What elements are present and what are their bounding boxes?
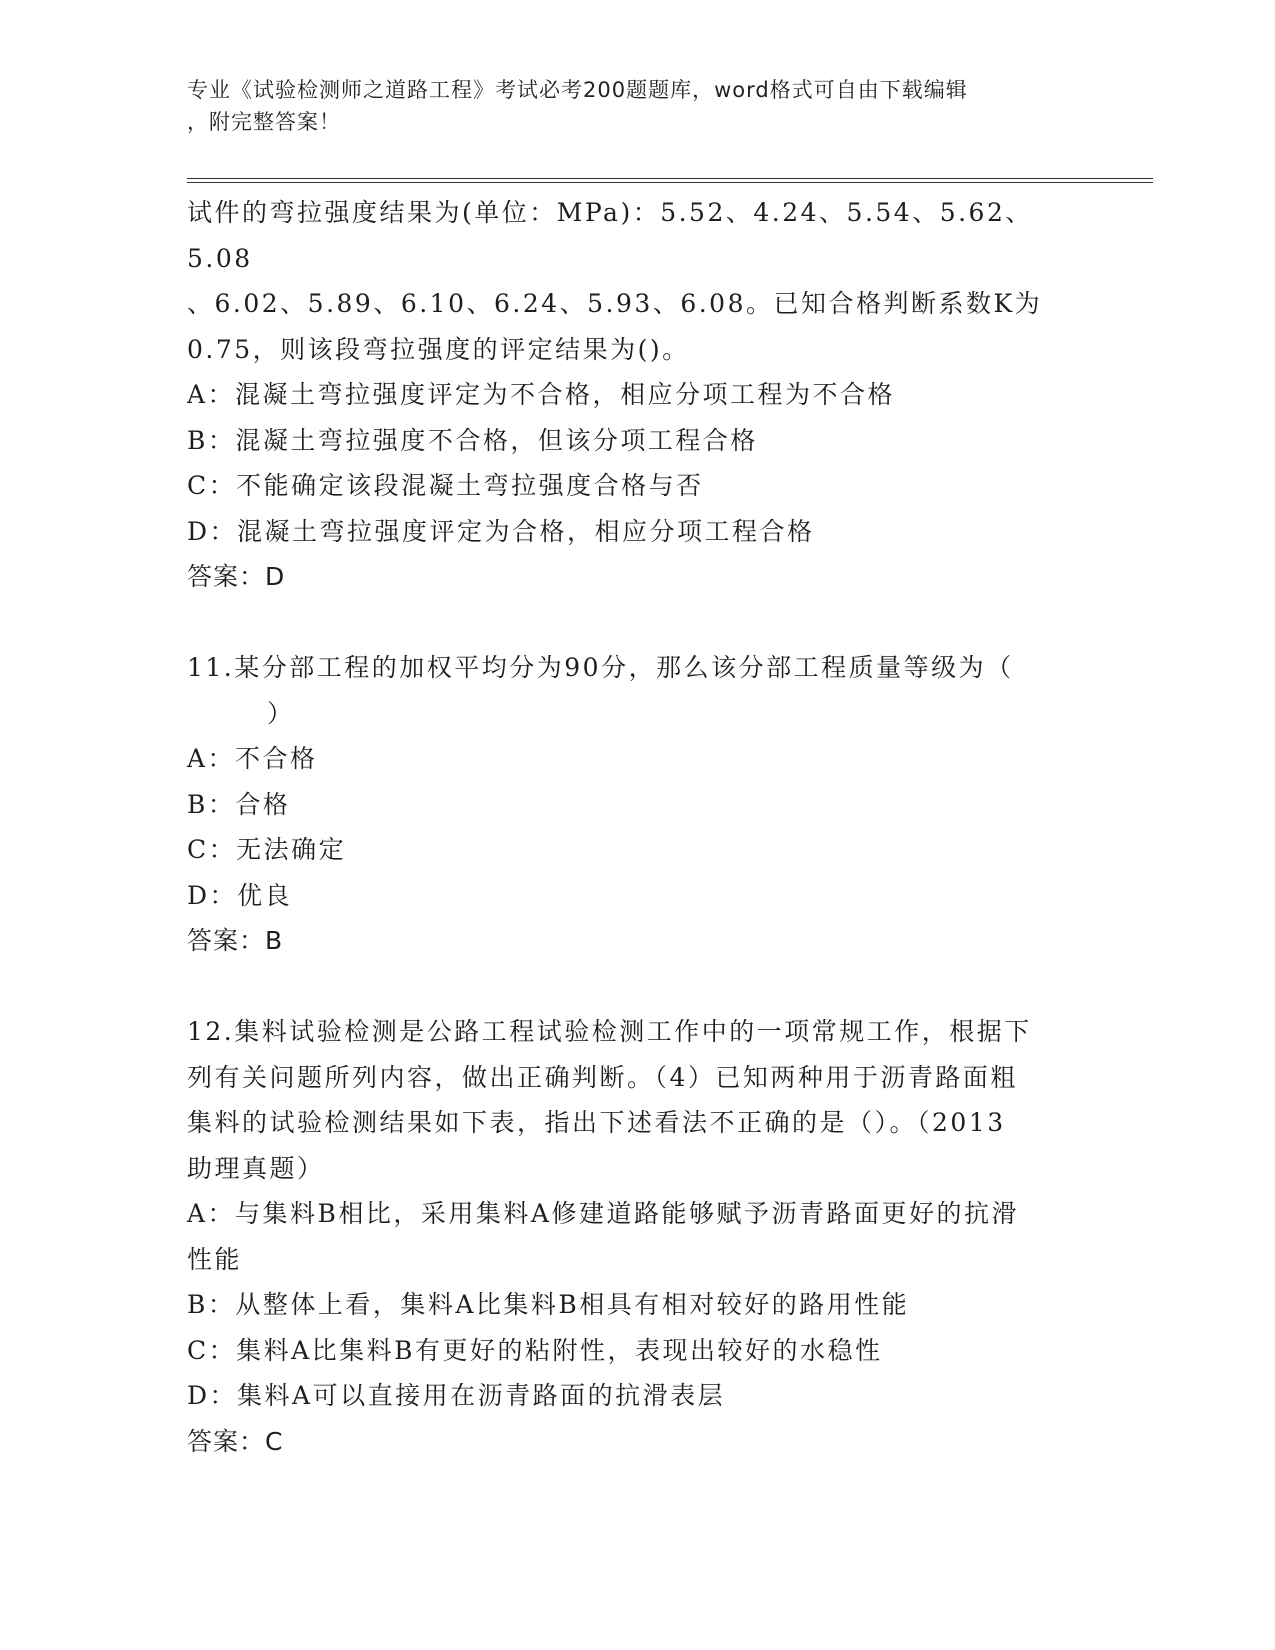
question-11 xyxy=(187,645,1092,964)
answer-line: 答案：C xyxy=(187,1426,284,1456)
option-d: D：混凝土弯拉强度评定为合格，相应分项工程合格 xyxy=(187,516,815,546)
option-a: A：与集料B相比，采用集料A修建道路能够赋予沥青路面更好的抗滑 xyxy=(187,1199,1019,1228)
question-stem-line: 集料的试验检测结果如下表，指出下述看法不正确的是（）。（2013 xyxy=(187,1108,1006,1137)
option-d: D：集料A可以直接用在沥青路面的抗滑表层 xyxy=(187,1381,726,1410)
question-stem-line: 列有关问题所列内容，做出正确判断。（4）已知两种用于沥青路面粗 xyxy=(187,1062,1018,1092)
question-stem-line: ） xyxy=(267,698,295,728)
header-line-2: ，附完整答案！ xyxy=(187,110,341,134)
option-b: B：从整体上看，集料A比集料B相具有相对较好的路用性能 xyxy=(187,1290,910,1319)
option-a: A：不合格 xyxy=(187,744,318,773)
question-spacer xyxy=(187,600,1092,646)
option-a-continued: 性能 xyxy=(187,1244,243,1274)
option-a: A：混凝土弯拉强度评定为不合格，相应分项工程为不合格 xyxy=(187,380,896,409)
question-stem-line: 、6.02、5.89、6.10、6.24、5.93、6.08。已知合格判断系数K为 xyxy=(187,289,1043,318)
option-b: B：混凝土弯拉强度不合格，但该分项工程合格 xyxy=(187,425,758,455)
answer-line: 答案：B xyxy=(187,926,284,955)
answer-line: 答案：D xyxy=(187,562,286,591)
question-stem-line: 11.某分部工程的加权平均分为90分，那么该分部工程质量等级为（ xyxy=(187,653,1014,682)
question-stem-line: 0.75，则该段弯拉强度的评定结果为()。 xyxy=(187,334,690,364)
option-c: C：无法确定 xyxy=(187,835,347,864)
question-spacer xyxy=(187,964,1092,1010)
page-header xyxy=(187,74,1067,138)
header-divider-bottom xyxy=(187,182,1153,183)
header-line-1: 专业《试验检测师之道路工程》考试必考200题题库，word格式可自由下载编辑 xyxy=(187,78,968,102)
question-stem-line: 试件的弯拉强度结果为(单位：MPa)：5.52、4.24、5.54、5.62、5.08 xyxy=(187,198,1033,273)
option-b: B：合格 xyxy=(187,789,291,819)
option-c: C：不能确定该段混凝土弯拉强度合格与否 xyxy=(187,471,704,500)
questions-body xyxy=(187,190,1092,1464)
option-c: C：集料A比集料B有更好的粘附性，表现出较好的水稳性 xyxy=(187,1335,883,1365)
question-stem-line: 12.集料试验检测是公路工程试验检测工作中的一项常规工作，根据下 xyxy=(187,1017,1032,1046)
header-divider-top xyxy=(187,178,1153,179)
question-10 xyxy=(187,190,1092,600)
option-d: D：优良 xyxy=(187,880,293,910)
question-12 xyxy=(187,1009,1092,1464)
question-stem-line: 助理真题） xyxy=(187,1153,325,1183)
